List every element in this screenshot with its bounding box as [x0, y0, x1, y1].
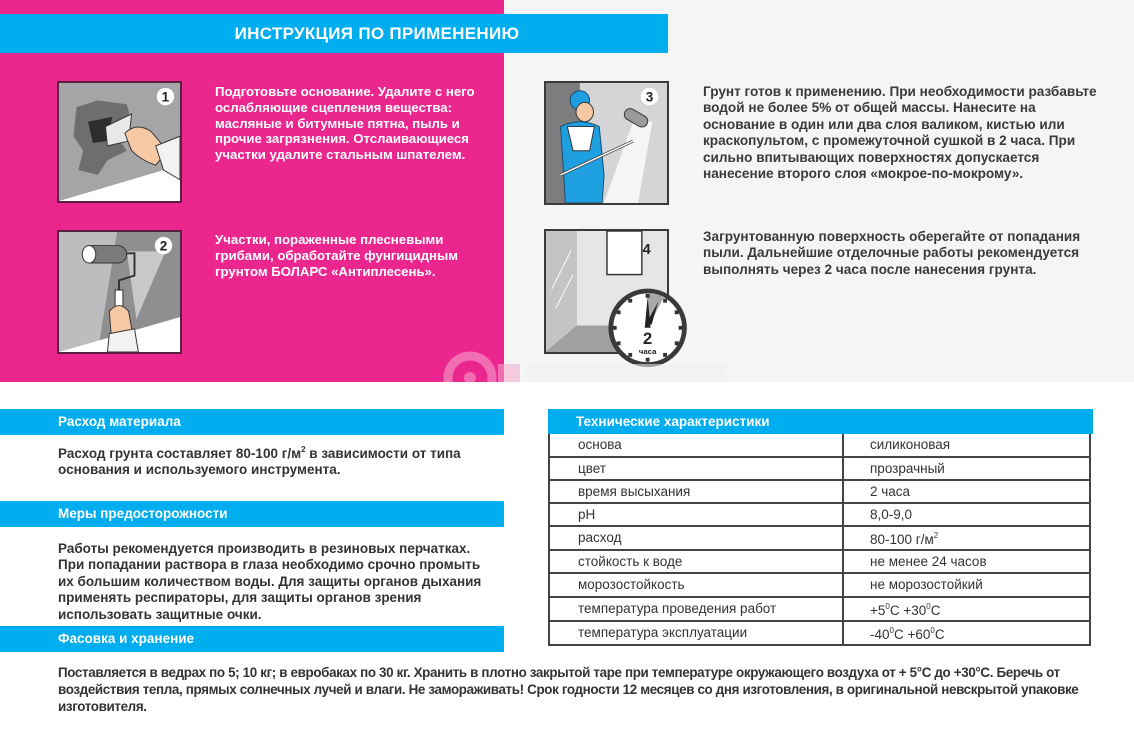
spec-row [549, 621, 1090, 645]
spec-value-text: силиконовая [870, 437, 951, 453]
spec-name: морозостойкость [549, 573, 843, 596]
spec-value-part: С +60 [893, 626, 931, 642]
section-header-packaging: Фасовка и хранение [0, 626, 504, 652]
spec-row [549, 526, 1090, 550]
spec-value-text: 80-100 г/м [870, 532, 934, 548]
spec-value-part: -40 [870, 626, 890, 642]
spec-value [843, 550, 1090, 573]
spec-value [843, 457, 1090, 480]
spec-value-part: С [934, 626, 945, 642]
spec-row [549, 573, 1090, 596]
step-3-illustration [544, 81, 669, 205]
title-banner [0, 14, 668, 53]
spec-value [843, 503, 1090, 526]
superscript-2: 2 [301, 445, 306, 454]
scraper-wall-icon [59, 83, 180, 201]
spec-name: pH [549, 503, 843, 526]
step-1-number: 1 [161, 89, 170, 105]
step-4-text: Загрунтованную поверхность оберегайте от попадания пыли. Дальнейшие отделочные работы рекомендуется выполнять через 2 часа после нанесения грунта. [703, 229, 1081, 277]
section-header-precautions: Меры предосторожности [0, 501, 504, 527]
spec-value-text: 2 часа [870, 483, 911, 499]
step-1-illustration [57, 81, 182, 203]
degree-superscript: 0 [926, 601, 931, 611]
spec-name: время высыхания [549, 480, 843, 503]
spec-value [843, 597, 1090, 621]
spec-name: цвет [549, 457, 843, 480]
watermark-logo-icon [440, 338, 740, 382]
spec-value [843, 621, 1090, 645]
clock-hours-number: 2 [643, 330, 653, 349]
consumption-text-tail: в зависимости от типа основания и используемого инструмента. [58, 446, 461, 478]
step-1-text: Подготовьте основание. Удалите с него ослабляющие сцепления вещества: масляные и битумные пятна, пыль и прочие загрязнения. Отслаивающиеся участки удалите стальным шпателем. [215, 84, 475, 163]
room-clock-icon [546, 231, 667, 356]
roller-wall-icon [59, 232, 180, 352]
precautions-text: Работы рекомендуется производить в резиновых перчатках. При попадании раствора в глаза необходимо срочно промыть их большим количеством воды. Для защиты органов дыхания применять респираторы, для защиты органов зрения использовать защитные очки. [58, 541, 482, 622]
spec-value-text: не морозостойкий [870, 577, 983, 593]
degree-superscript: 0 [885, 601, 890, 611]
spec-value-part: С [930, 602, 941, 618]
spec-value-part: С +30 [889, 602, 927, 618]
step-2-text: Участки, пораженные плесневыми грибами, обработайте фунгицидным грунтом БОЛАРС «Антиплесень». [215, 232, 458, 279]
degree-superscript: 0 [930, 625, 935, 635]
spec-value-text: не менее 24 часов [870, 553, 987, 569]
spec-value [843, 480, 1090, 503]
consumption-text-main: Расход грунта составляет 80-100 г/м [58, 446, 302, 461]
spec-value [843, 434, 1090, 457]
section-header-consumption: Расход материала [0, 409, 504, 435]
spec-name: основа [549, 434, 843, 457]
page-title: ИНСТРУКЦИЯ ПО ПРИМЕНЕНИЮ [234, 24, 520, 43]
specs-table-header: Технические характеристики [548, 409, 1093, 434]
spec-name: стойкость к воде [549, 550, 843, 573]
superscript-2: 2 [933, 531, 939, 541]
step-2-number: 2 [159, 238, 168, 254]
spec-value-part: +5 [870, 602, 886, 618]
consumption-text [58, 442, 498, 479]
spec-name: температура проведения работ [549, 597, 843, 621]
step-2-illustration [57, 230, 182, 354]
painter-roller-icon [546, 83, 667, 203]
spec-row [549, 457, 1090, 480]
spec-row [549, 550, 1090, 573]
step-3-number: 3 [645, 89, 654, 105]
spec-value [843, 573, 1090, 596]
clock-hours-unit: часа [638, 346, 657, 356]
spec-row [549, 480, 1090, 503]
watermark-logo [440, 338, 740, 382]
spec-value-text: прозрачный [870, 460, 945, 476]
spec-name: температура эксплуатации [549, 621, 843, 645]
spec-row [549, 503, 1090, 526]
spec-value-text: 8,0-9,0 [870, 506, 913, 522]
step-3-text: Грунт готов к применению. При необходимости разбавьте водой не более 5% от общей массы. Нанесите на основание в один или два слоя валиком, кистью или краскопультом, с промежуточной сушкой в 2 часа. При сильно впитывающих поверхностях допускается нанесение второго слоя «мокрое-по-мокрому». [703, 84, 1097, 182]
spec-row [549, 597, 1090, 621]
spec-value [843, 526, 1090, 550]
packaging-text: Поставляется в ведрах по 5; 10 кг; в евробаках по 30 кг. Хранить в плотно закрытой таре при температуре окружающего воздуха от + 5°С до +30°С. Беречь от воздействия тепла, прямых солнечных лучей и влаги. Не замораживать! Срок годности 12 месяцев со дня изготовления, в оригинальной невскрытой упаковке изготовителя. [58, 665, 1079, 714]
spec-name: расход [549, 526, 843, 550]
spec-row [549, 434, 1090, 457]
step-4-number: 4 [642, 242, 651, 259]
specs-table [548, 434, 1091, 646]
step-4-illustration [544, 229, 669, 354]
degree-superscript: 0 [889, 625, 894, 635]
